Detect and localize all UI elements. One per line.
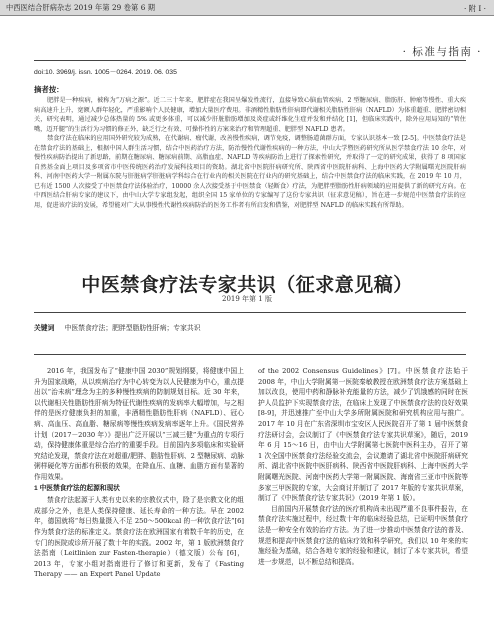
section-tag: · 标准与指南 · (402, 46, 482, 58)
body-column-left (34, 366, 244, 580)
body-paragraph: 目前国内开展禁食疗法的医疗机构尚未出现严重不良事件报告，在禁食疗法实施过程中，经过数十年的临床经验总结，已证明中医禁食疗法是一种安全有效的治疗方法。为了进一步推动中医禁食疗法的普及、规范和提高中医禁食疗法的临床疗效和科学研究，我们以 10 年来的实施经验为基础，结合各地专家的经验和建议，制订了本专家共识，希望进一步规范，以不断总结和提高。 (258, 504, 468, 566)
section-divider (34, 60, 466, 61)
section-heading: 1 中医禁食疗法的起源和现状 (34, 484, 120, 492)
journal-header-bar (0, 0, 494, 16)
editor-note-body (34, 96, 466, 211)
keywords-label: 关键词 (34, 324, 55, 332)
keywords-line (34, 322, 201, 332)
keywords-text: 中医禁食疗法；肥胖型脂肪性肝病；专家共识 (64, 324, 201, 332)
editor-note-paragraph: 禁食疗法在临床的应用国外研究较为成熟，在代谢病、瘤代谢，改善慢性疾病，调节免疫，调整肠道菌群方面，专家认识基本一致 [2-5]。中医禁食疗法是在禁食疗法的基础上，根据中国人群生活习惯，结合中医药治疗方法，防治慢性代谢性疾病的一种方法，中山大学暨医药研究所从医学禁食疗法 10 余年，对慢性疾病防治提出了新思路，前期在糖尿病、糖尿病前期、高脂血症、NAFLD 等疾病防治上进行了探索性研究，并取得了一定的研究成果，获得了 8 项国家自然基金面上项目及多项省市中医传统医药治疗发展科技项目的资助。湖北省中医院肝病研究所、陕西省中医院肝病科、上海中医药大学附属曙光医院肝病科、河南中医药大学一附属东院与肝脏病学肝脏病学科综合在行业内的相关医院在行业内的研究基础上，结合中医禁食疗法的临床实践，在 2019 年 10 月，已有近 1500 人次接受了中医禁食疗法体验治疗，10000 余人次接受基于中医禁食（轻断食）疗法，为肥胖型脂肪性肝病领域的应用提供了新的研究方向。在中西医结合肝病专家的建议下，由中山大学专家组发起，组织全国 15 家单位的专家编写了这份专家共识（征求意见稿），旨在进一步规范中医禁食疗法的应用，促进该疗法的发展，希望能对广大从事慢性代谢性疾病防治的医务工作者有所启发和借鉴，对肥胖型 NAFLD 的临床实践有所帮助。 (34, 135, 466, 210)
page-number: · 附 I · (463, 4, 486, 13)
body-paragraph: 2016 年，我国发布了“健康中国 2030”规划纲要，将健康中国上升为国家战略，从以疾病治疗为中心转变为以人民健康为中心，重点提出以“治未病”理念为主的多种慢性疾病的防制规划目标。近 30 年来，以代谢相关性脂肪性肝病为特征代谢性疾病的发病率大幅增加，与之相伴的是医疗健康负担的加重，非酒精性脂肪性肝病（NAFLD）、冠心病、高血压、高血脂、糖尿病等慢性疾病发病率逐年上升。《国民营养计划（2017－2030 年）》提出广泛开展以“三减三健”为重点的专项行动，保持健康体重是综合治疗的重要手段。目前国内多项临床和实验研究结论发现，禁食疗法在对超重/肥胖、脂肪性肝病、2 型糖尿病、动脉粥样硬化等方面都有积极的效果，在降血压、血糖、血脂方面有显著的作用效果。 (34, 367, 244, 481)
editor-note-paragraph: 肥胖是一种疾病，被称为“万病之源”。近二三十年来，肥胖症在我国呈爆发性流行，直接导致心脑血管疾病、2 型糖尿病、脂肪肝、肿瘤等慢性、重大疾病高速升上升，宽额人群年轻化，严重影响个人民健康，增加大量医疗费用。非酒精性脂肪性肝病即代谢相关脂肪性肝病（NAFLD）为体重超重、肥胖密切相关，研究表明，通过减少总体热量的 5% 或更多体重，可以减少肝脏脂肪增加及炎症或纤维化生症并发和并结化 [1]，但临床实践中，除外应用局知的“管住嘴，迈开腿”的生活行为习惯的修正外，缺乏行之有效、可操作性的方案来治疗和管理超重、肥胖型 NAFLD 患者。 (34, 97, 466, 133)
editor-note-title: 摘者按： (34, 85, 64, 94)
journal-name: 中西医结合肝病杂志 2019 年第 29 卷第 6 期 (6, 3, 156, 12)
body-column-right (258, 366, 468, 567)
keywords-top-divider (34, 312, 466, 313)
article-title: 中医禁食疗法专家共识（征求意见稿） (81, 274, 413, 296)
body-paragraph: of the 2002 Consensus Guidelines》[7]。中医禁食疗法始于 2008 年，中山大学附属第一医院秦敏教授在欧洲禁食疗法方案基础上加以改良，使用中药和静脉补充能量的方法，减少了饥饿感的同时在医护人员监护下实现禁食疗法，在临床上发现了中医禁食疗法的良好效果 [8-9]，并迅速推广至中山大学多所附属医院和研究机构应用与推广。2017 年 10 月在广东省深圳市宝安区人民医院召开了第 1 届中医禁食疗法研讨会，会议制订了《中医禁食疗法专家共识草案》，随后，2019 年 6 月 15～16 日，由中山大学附属第七医院中医科主办，召开了第 1 次全国中医禁食疗法经验交流会，会议邀请了湖北省中医院肝病研究所、湖北省中医院中医肝病科、陕西省中医院肝病科、上海中医药大学附属曙光医院、河南中医药大学第一附属医院、海南省三亚市中医院等多家三甲医院的专家，大会商讨并制订了 2017 年版的专家共识草案，制订了《中医禁食疗法专家共识》（2019 年第 1 版）。 (258, 367, 468, 503)
article-edition: 2019 年第 1 版 (222, 295, 272, 303)
doi-line: doi:10. 3969/j. issn. 1005－0264. 2019. 06. 035 (34, 69, 177, 76)
keywords-bottom-divider (34, 354, 466, 355)
body-paragraph: 禁食疗法起源于人类有史以来的宗教仪式中，除了是宗教文化的组成部分之外，也是人类保持健康、延长寿命的一种方法。早在 2002 年，德国就将“每日热量摄入不足 250～500kcal 的一种饮食疗法”[6] 作为禁食疗法的标准定义。禁食疗法在欧洲国家有着数千年的历史，在专门的医院或诊所开展了数十年的实践。2002 年，第 1 版欧洲禁食疗法指南（Leitlinien zur Fasten-therapie）（德文版）公布 [6]，2013 年，专家小组对指南进行了修订和更新，发布了《Fasting Therapy —— an Expert Panel Update (34, 496, 244, 579)
